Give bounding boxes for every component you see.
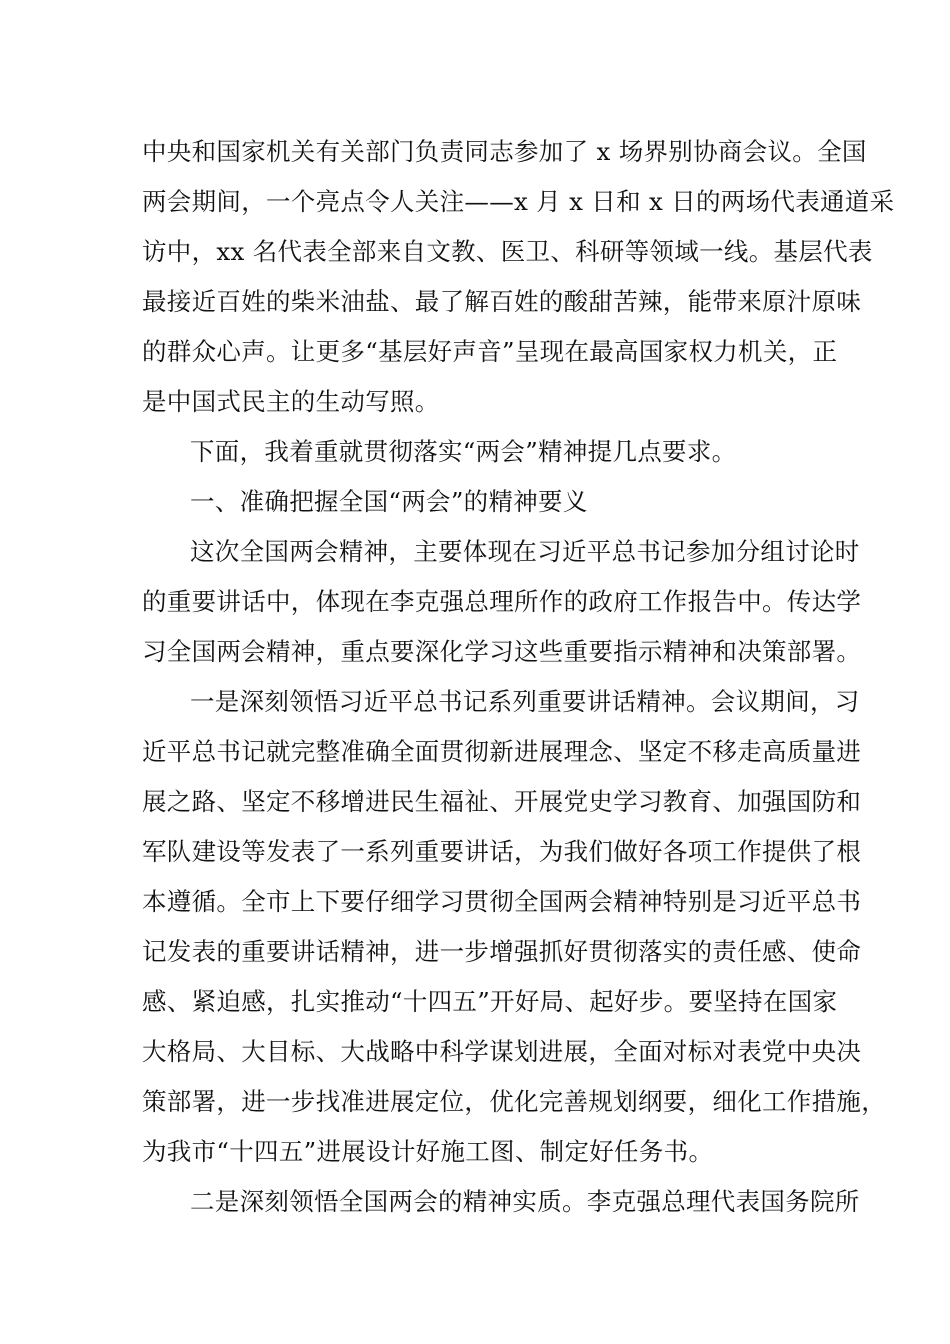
paragraph-line: 访中，xx 名代表全部来自文教、医卫、科研等领域一线。基层代表 — [142, 237, 873, 266]
paragraph-line: 中央和国家机关有关部门负责同志参加了 x 场界别协商会议。全国 — [142, 137, 867, 166]
paragraph-line: 近平总书记就完整准确全面贯彻新进展理念、坚定不移走高质量进 — [142, 737, 862, 766]
section-heading: 一、准确把握全国“两会”的精神要义 — [190, 487, 588, 516]
paragraph-line: 下面，我着重就贯彻落实“两会”精神提几点要求。 — [190, 437, 737, 466]
paragraph-line: 记发表的重要讲话精神，进一步增强抓好贯彻落实的责任感、使命 — [142, 937, 862, 966]
paragraph-line: 两会期间，一个亮点令人关注——x 月 x 日和 x 日的两场代表通道采 — [142, 187, 895, 216]
paragraph-line: 一是深刻领悟习近平总书记系列重要讲话精神。会议期间，习 — [190, 687, 860, 716]
paragraph-line: 二是深刻领悟全国两会的精神实质。李克强总理代表国务院所 — [190, 1187, 860, 1216]
paragraph-line: 这次全国两会精神，主要体现在习近平总书记参加分组讨论时 — [190, 537, 860, 566]
paragraph-line: 的重要讲话中，体现在李克强总理所作的政府工作报告中。传达学 — [142, 587, 862, 616]
paragraph-line: 的群众心声。让更多“基层好声音”呈现在最高国家权力机关，正 — [142, 337, 838, 366]
paragraph-line: 军队建设等发表了一系列重要讲话，为我们做好各项工作提供了根 — [142, 837, 862, 866]
paragraph-line: 大格局、大目标、大战略中科学谋划进展，全面对标对表党中央决 — [142, 1037, 862, 1066]
paragraph-line: 习全国两会精神，重点要深化学习这些重要指示精神和决策部署。 — [142, 637, 862, 666]
paragraph-line: 展之路、坚定不移增进民生福祉、开展党史学习教育、加强国防和 — [142, 787, 862, 816]
paragraph-line: 感、紧迫感，扎实推动“十四五”开好局、起好步。要坚持在国家 — [142, 987, 838, 1016]
paragraph-line: 策部署，进一步找准进展定位，优化完善规划纲要，细化工作措施， — [142, 1087, 886, 1116]
paragraph-line: 最接近百姓的柴米油盐、最了解百姓的酸甜苦辣，能带来原汁原味 — [142, 287, 862, 316]
paragraph-line: 是中国式民主的生动写照。 — [142, 387, 440, 416]
paragraph-line: 本遵循。全市上下要仔细学习贯彻全国两会精神特别是习近平总书 — [142, 887, 862, 916]
paragraph-line: 为我市“十四五”进展设计好施工图、制定好任务书。 — [142, 1137, 714, 1166]
